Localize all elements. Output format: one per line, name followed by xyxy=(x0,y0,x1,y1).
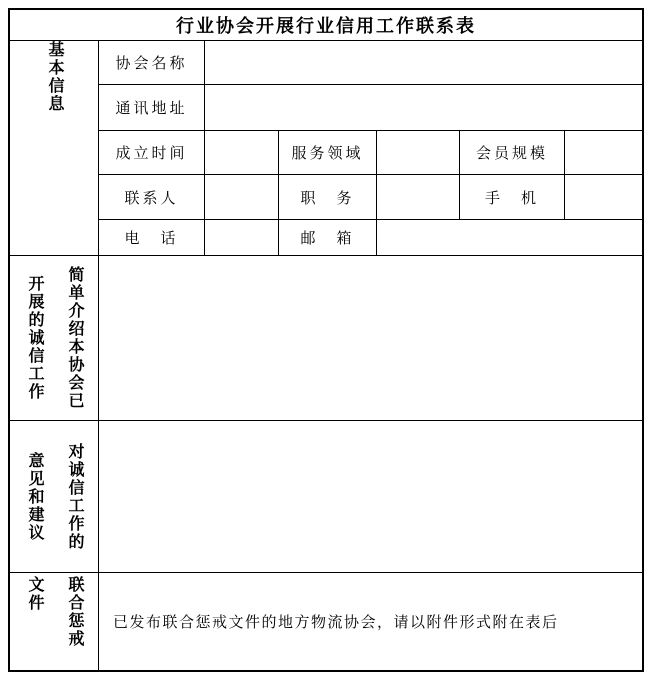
phone-label: 电 话 xyxy=(99,220,205,256)
joint-punishment-section-header xyxy=(10,573,99,670)
service-area-field[interactable] xyxy=(377,131,460,175)
credit-work-vertical-label xyxy=(14,256,94,420)
position-field[interactable] xyxy=(377,175,460,220)
basic-info-section-header xyxy=(10,41,99,256)
joint-punishment-label-line2: 文件 xyxy=(26,576,43,612)
mobile-field[interactable] xyxy=(565,175,642,220)
contact-label: 联系人 xyxy=(99,175,205,220)
founded-label: 成立时间 xyxy=(99,131,205,175)
assoc-name-field[interactable] xyxy=(205,41,642,85)
position-label: 职 务 xyxy=(279,175,377,220)
service-area-label: 服务领域 xyxy=(279,131,377,175)
credit-work-content-area[interactable] xyxy=(99,256,642,421)
credit-work-section-header xyxy=(10,256,99,421)
contact-field[interactable] xyxy=(205,175,279,220)
basic-info-vertical-label: 基本信息 xyxy=(46,41,63,113)
address-field[interactable] xyxy=(205,85,642,131)
form-title: 行业协会开展行业信用工作联系表 xyxy=(10,10,642,41)
member-scale-field[interactable] xyxy=(565,131,642,175)
suggestions-label-line1: 对诚信工作的 xyxy=(66,442,83,551)
contact-form-table xyxy=(8,8,644,672)
mobile-label: 手 机 xyxy=(460,175,565,220)
suggestions-content-area[interactable] xyxy=(99,421,642,573)
credit-work-label-line2: 开展的诚信工作 xyxy=(26,275,43,401)
email-field[interactable] xyxy=(377,220,642,256)
member-scale-label: 会员规模 xyxy=(460,131,565,175)
suggestions-vertical-label xyxy=(14,421,94,572)
joint-punishment-content: 已发布联合惩戒文件的地方物流协会，请以附件形式附在表后 xyxy=(113,615,559,631)
joint-punishment-vertical-label xyxy=(14,573,94,670)
assoc-name-label: 协会名称 xyxy=(99,41,205,85)
email-label: 邮 箱 xyxy=(279,220,377,256)
address-label: 通讯地址 xyxy=(99,85,205,131)
phone-field[interactable] xyxy=(205,220,279,256)
founded-field[interactable] xyxy=(205,131,279,175)
suggestions-section-header xyxy=(10,421,99,573)
credit-work-label-line1: 简单介绍本协会已 xyxy=(66,266,83,410)
suggestions-label-line2: 意见和建议 xyxy=(26,451,43,542)
joint-punishment-label-line1: 联合惩戒 xyxy=(66,576,83,648)
